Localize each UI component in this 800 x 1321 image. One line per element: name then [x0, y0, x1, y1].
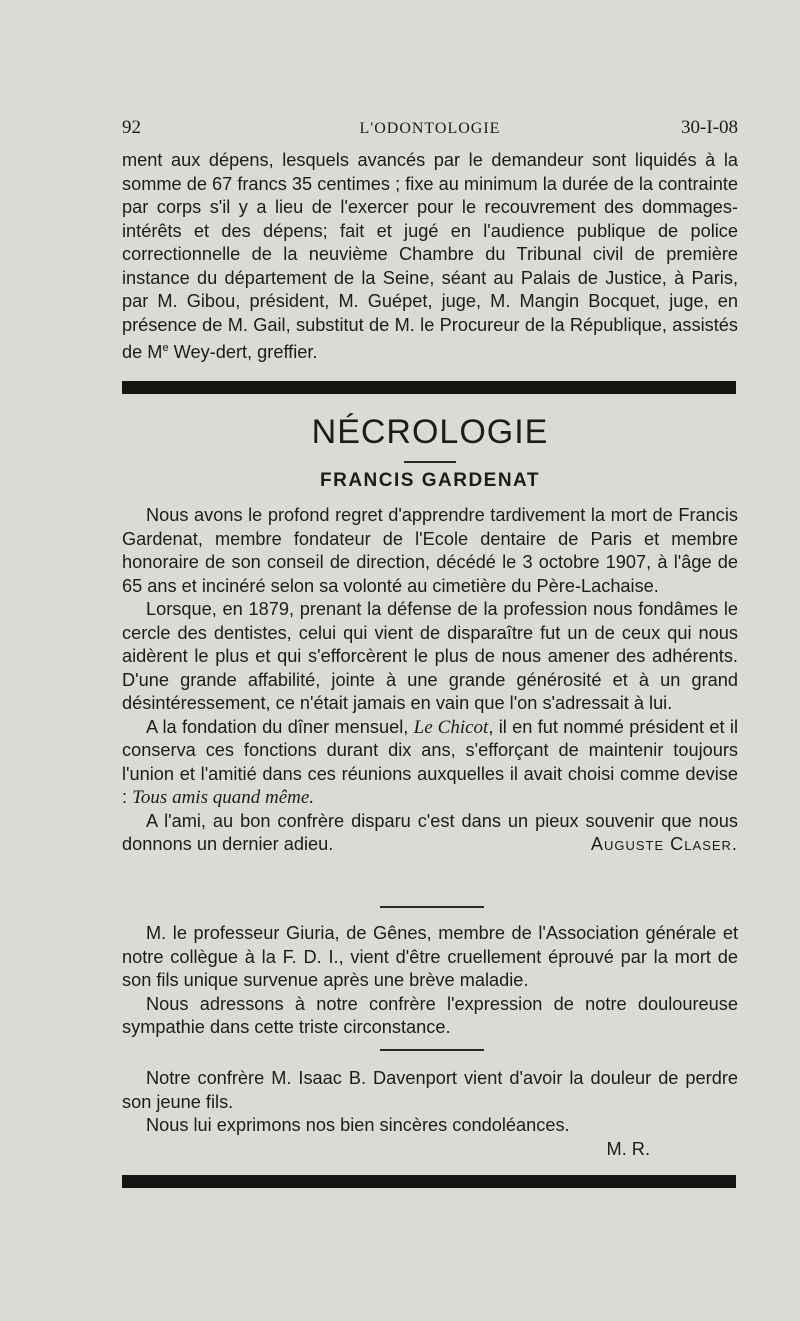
page-number: 92: [122, 117, 141, 138]
continuation-ending: Wey-dert, greffier.: [168, 342, 318, 363]
running-header: [122, 117, 738, 143]
continuation-superscript: e: [162, 342, 169, 354]
obituary-text: , il en fut nommé président et il conserva ces fonctions durant dix ans, s'efforçant de maintenir toujours l'union et l'amitié dans ces réunions auxquelles il avait choisi comme devise :: [122, 716, 739, 807]
journal-title: L'ODONTOLOGIE: [359, 120, 501, 137]
dinner-name: Le Chicot: [413, 716, 489, 738]
section-divider-top: [122, 381, 736, 394]
obituary-paragraph: Nous avons le profond regret d'apprendre tardivement la mort de Francis Gardenat, membre fondateur de l'Ecole dentaire de Paris et membre honoraire de son conseil de direction, décédé le 3 octobre 1907, à l'âge de 65 ans et incinéré selon sa volonté au cimetière du Père-Lachaise.: [122, 505, 738, 596]
title-underline: [404, 461, 456, 463]
obituary-paragraph: [122, 810, 738, 857]
notice-giuria: [122, 922, 738, 1040]
obituary-text: A la fondation du dîner mensuel,: [146, 716, 414, 737]
obituary-subtitle: FRANCIS GARDENAT: [320, 470, 540, 491]
notice-paragraph: Nous lui exprimons nos bien sincères condoléances.: [146, 1115, 570, 1135]
obituary-paragraph: [122, 716, 738, 810]
continuation-paragraph: [122, 149, 738, 365]
issue-date: 30-I-08: [681, 117, 738, 138]
notice-paragraph: M. le professeur Giuria, de Gênes, membre de l'Association générale et notre collègue à la F. D. I., vient d'être cruellement éprouvé par la mort de son fils unique survenue après une brève maladie.: [122, 923, 738, 990]
obituary-text: A l'ami, au bon confrère disparu c'est dans un pieux souvenir que nous donnons un dernier adieu.: [122, 810, 738, 854]
continuation-text: ment aux dépens, lesquels avancés par le demandeur sont liquidés à la somme de 67 francs 35 centimes ; fixe au minimum la durée de la contrainte par corps s'il y a lieu de l'exercer pour le recouvrement des dommages-intérêts et des dépens; fait et jugé en l'audience publique de police correctionnelle de la neuvième Chambre du Tribunal civil de première instance du département de la Seine, séant au Palais de Justice, à Paris, par M. Gibou, président, M. Guépet, juge, M. Mangin Bocquet, juge, en présence de M. Gail, substitut de M. le Procureur de la République, assistés de M: [122, 150, 738, 363]
obituary-gardenat: [122, 504, 738, 857]
section-divider-bottom: [122, 1175, 736, 1188]
initials-signature: M. R.: [606, 1138, 650, 1159]
notice-davenport: [122, 1067, 738, 1161]
notice-paragraph: Nous adressons à notre confrère l'expression de notre douloureuse sympathie dans cette triste circonstance.: [122, 993, 738, 1037]
author-signature: Auguste Claser.: [590, 834, 738, 854]
notice-paragraph: Notre confrère M. Isaac B. Davenport vient d'avoir la douleur de perdre son jeune fils.: [122, 1068, 738, 1112]
motto: Tous amis quand même.: [132, 787, 315, 808]
separator-rule: [380, 906, 484, 908]
section-title: NÉCROLOGIE: [311, 413, 549, 451]
court-ruling-continuation: [122, 149, 738, 365]
obituary-paragraph: Lorsque, en 1879, prenant la défense de la profession nous fondâmes le cercle des dentistes, celui qui vient de disparaître fut un de ceux qui nous aidèrent le plus et qui s'efforcèrent le plus de nous amener des adhérents. D'une grande affabilité, jointe à une grande générosité et à un grand désintéressement, ce n'était jamais en vain que l'on s'adressait à lui.: [122, 599, 738, 713]
separator-rule: [380, 1049, 484, 1051]
